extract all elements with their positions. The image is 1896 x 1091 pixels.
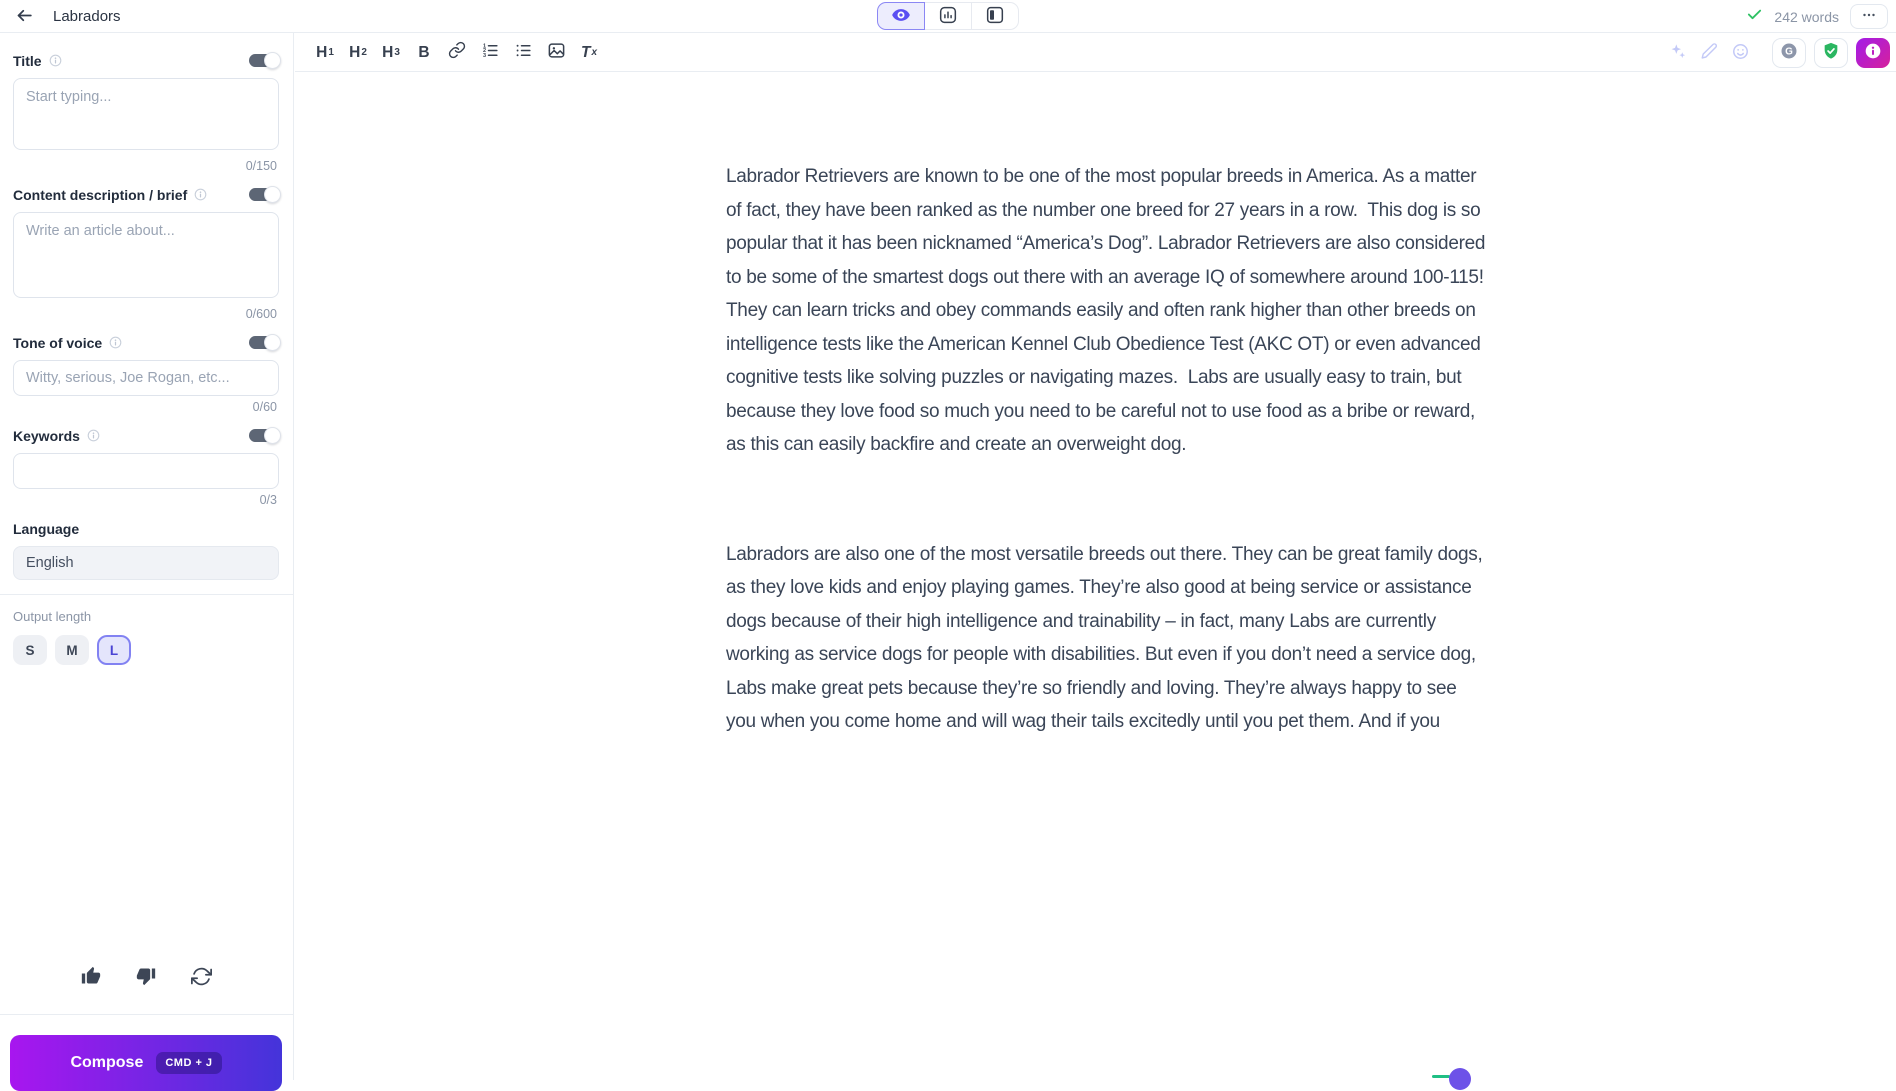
toggle-knob [264, 427, 281, 444]
info-icon[interactable] [109, 336, 122, 349]
eye-icon [891, 5, 911, 28]
title-input[interactable] [13, 78, 279, 150]
tone-field-label: Tone of voice [13, 334, 103, 351]
brief-toggle[interactable] [249, 188, 279, 201]
compose-label: Compose [70, 1054, 144, 1071]
content-info-button[interactable] [1856, 38, 1890, 68]
settings-sidebar [0, 33, 294, 1080]
brief-input[interactable] [13, 212, 279, 298]
title-field-label: Title [13, 52, 42, 69]
toggle-knob [264, 52, 281, 69]
saved-check-icon [1746, 6, 1763, 28]
image-icon [547, 41, 566, 65]
link-button[interactable] [443, 39, 471, 67]
ordered-list-icon [481, 41, 500, 65]
keywords-input[interactable] [13, 453, 279, 489]
link-icon [448, 41, 466, 64]
toggle-knob [264, 334, 281, 351]
grammarly-icon [1779, 41, 1799, 64]
page-title: Labradors [53, 8, 121, 25]
regenerate-button[interactable] [189, 964, 214, 992]
more-menu-button[interactable] [1850, 4, 1888, 29]
info-circle-icon [1863, 41, 1883, 64]
back-button[interactable] [12, 5, 36, 29]
pencil-icon [1700, 42, 1718, 63]
language-label: Language [13, 520, 80, 537]
bold-button[interactable]: B [410, 39, 438, 67]
preview-view-button[interactable] [877, 2, 925, 30]
ordered-list-button[interactable] [476, 39, 504, 67]
grammar-check-button[interactable] [1772, 38, 1806, 68]
assistant-widget[interactable] [1430, 1066, 1490, 1080]
title-toggle[interactable] [249, 54, 279, 67]
thumbs-down-icon [136, 966, 156, 990]
underline-mark [1432, 1075, 1450, 1078]
smiley-icon [1731, 42, 1750, 64]
top-header [0, 0, 1896, 33]
output-length-medium-button[interactable]: M [55, 635, 89, 665]
shield-check-icon [1821, 41, 1841, 64]
svg-text:2: 2 [482, 47, 486, 54]
sidebar-layout-icon [985, 5, 1005, 28]
brief-char-counter: 0/600 [245, 307, 277, 321]
insert-image-button[interactable] [542, 39, 570, 67]
assistant-bubble-icon[interactable] [1449, 1068, 1471, 1090]
view-mode-segmented-control [877, 2, 1019, 30]
heading3-button[interactable]: H 3 [377, 39, 405, 67]
toggle-knob [264, 186, 281, 203]
bullet-list-button[interactable] [509, 39, 537, 67]
tone-toggle[interactable] [249, 336, 279, 349]
output-length-small-button[interactable]: S [13, 635, 47, 665]
tone-char-counter: 0/60 [252, 400, 277, 414]
thumbs-up-icon [81, 966, 101, 990]
formatting-toolbar [295, 34, 1896, 72]
language-select[interactable]: English [13, 546, 279, 580]
info-icon[interactable] [49, 54, 62, 67]
sparkles-icon [1668, 42, 1687, 64]
keywords-char-counter: 0/3 [259, 493, 277, 507]
compose-button[interactable] [10, 1035, 282, 1091]
ai-tone-button[interactable] [1731, 42, 1750, 64]
heading2-button[interactable]: H 2 [344, 39, 372, 67]
output-length-group [13, 635, 279, 665]
tone-input[interactable] [13, 360, 279, 396]
refresh-icon [191, 966, 212, 990]
thumbs-up-button[interactable] [79, 964, 103, 992]
editor-pane [295, 34, 1896, 1080]
compose-footer [0, 1014, 293, 1080]
output-length-label: Output length [13, 609, 92, 624]
ellipsis-icon [1860, 9, 1878, 24]
output-length-large-button[interactable]: L [97, 635, 131, 665]
keywords-field-label: Keywords [13, 427, 80, 444]
bullet-list-icon [514, 41, 533, 65]
ai-rewrite-button[interactable] [1668, 42, 1687, 64]
heading1-button[interactable]: H 1 [311, 39, 339, 67]
document-canvas[interactable] [295, 72, 1491, 739]
keywords-toggle[interactable] [249, 429, 279, 442]
ai-write-button[interactable] [1700, 42, 1718, 63]
svg-text:G: G [1785, 46, 1793, 58]
checker-buttons [1772, 38, 1890, 68]
svg-text:3: 3 [482, 52, 486, 59]
info-icon[interactable] [194, 188, 207, 201]
split-layout-view-button[interactable] [971, 2, 1019, 30]
clear-formatting-button[interactable]: T x [575, 39, 603, 67]
feedback-row [0, 964, 293, 992]
stats-view-button[interactable] [924, 2, 972, 30]
svg-text:1: 1 [482, 42, 486, 49]
bar-chart-icon [938, 5, 958, 28]
thumbs-down-button[interactable] [134, 964, 158, 992]
divider [0, 594, 293, 595]
word-count: 242 words [1774, 8, 1839, 25]
arrow-left-icon [15, 6, 34, 28]
title-char-counter: 0/150 [245, 159, 277, 173]
paragraph[interactable]: Labrador Retrievers are known to be one of the most popular breeds in America. As a matter of fact, they have been ranked as the number one breed for 27 years in a row. This dog is so popular that it has been nicknamed “America’s Dog”. Labrador Retrievers are also considered to be some of the smartest dogs out there with an average IQ of somewhere around 100-115! They can learn tricks and obey commands easily and often rank higher than other breeds on intelligence tests like the American Kennel Club Obedience Test (AKC OT) or even advanced cognitive tests like solving puzzles or navigating mazes. Labs are usually easy to train, but because they love food so much you need to be careful not to use food as a bribe or reward, as this can easily backfire and create an overweight dog. [726, 166, 1491, 455]
info-icon[interactable] [87, 429, 100, 442]
brief-field-label: Content description / brief [13, 186, 188, 203]
compose-shortcut-badge: CMD + J [156, 1052, 221, 1074]
paragraph[interactable]: Labradors are also one of the most versatile breeds out there. They can be great family dogs, as they love kids and enjoy playing games. They’re also good at being service or assistance dogs because of their high intelligence and trainability – in fact, many Labs are currently working as service dogs for people with disabilities. But even if you don’t need a service dog, Labs make great pets because they’re so friendly and loving. They’re always happy to see you when you come home and will wag their tails excitedly until you pet them. And if you [726, 543, 1488, 732]
plagiarism-check-button[interactable] [1814, 38, 1848, 68]
